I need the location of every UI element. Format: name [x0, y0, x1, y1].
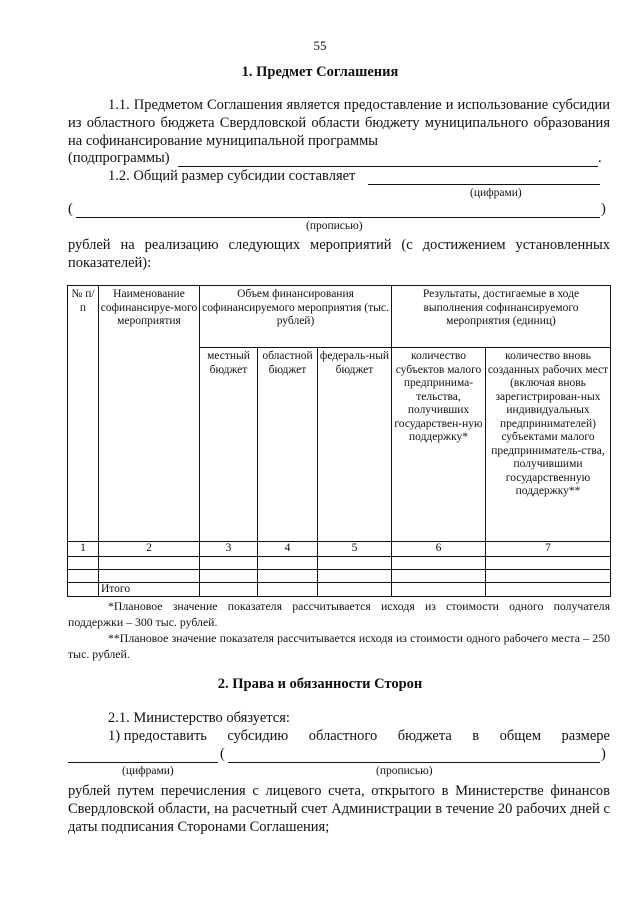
- col-num-2: 2: [99, 542, 200, 557]
- word: субсидию: [227, 728, 289, 744]
- header-volume: Объем финансирования софинансируемого мероприятия (тыс. рублей): [200, 286, 392, 348]
- column-number-row: [68, 542, 611, 557]
- footnote-2: **Плановое значение показателя рассчитывается исходя из стоимости одного рабочего места – 250 тыс. рублей.: [68, 631, 610, 661]
- col-num-3: 3: [200, 542, 258, 557]
- words-caption-2: (прописью): [376, 765, 433, 777]
- paragraph-1-1-end: (подпрограммы): [68, 150, 170, 166]
- header-federal-budget: федераль-ный бюджет: [318, 348, 392, 542]
- col-num-4: 4: [258, 542, 318, 557]
- header-name: Наименование софинансируе-мого мероприятия: [99, 286, 200, 542]
- col-num-1: 1: [68, 542, 99, 557]
- page-number: 55: [313, 38, 327, 53]
- measures-table: [67, 285, 611, 597]
- header-jobs-count: количество вновь созданных рабочих мест (включая вновь зарегистрирован-ных индивидуальных предпринимателей) субъектами малого предприниматель-ства, получившими государственную поддержку**: [486, 348, 611, 542]
- amount-blank-line: [368, 184, 600, 185]
- word: областного: [308, 728, 378, 744]
- paragraph-1-2: 1.2. Общий размер субсидии составляет: [108, 168, 356, 184]
- table-row: [68, 569, 611, 582]
- digits-caption: (цифрами): [470, 187, 522, 199]
- digits-caption-2: (цифрами): [122, 765, 174, 777]
- amount-words-line-2: [228, 762, 600, 763]
- amount-words-line: [76, 217, 600, 218]
- col-num-5: 5: [318, 542, 392, 557]
- paren-close-2: ): [601, 746, 606, 762]
- footnote-1: *Плановое значение показателя рассчитывается исходя из стоимости одного получателя поддержки – 300 тыс. рублей.: [68, 599, 610, 629]
- amount-digits-line: [68, 762, 218, 763]
- total-row: [68, 582, 611, 597]
- paren-close: ): [601, 201, 606, 217]
- word: общем: [499, 728, 541, 744]
- word: бюджета: [397, 728, 452, 744]
- header-local-budget: местный бюджет: [200, 348, 258, 542]
- paren-open: (: [68, 201, 73, 217]
- header-subjects-count: количество субъектов малого предпринима-тельства, получивших государствен-ную поддержку*: [392, 348, 486, 542]
- header-num: № п/п: [68, 286, 99, 542]
- col-num-6: 6: [392, 542, 486, 557]
- rubles-text: рублей на реализацию следующих мероприятий (с достижением установленных показателей):: [68, 237, 610, 271]
- header-regional-budget: областной бюджет: [258, 348, 318, 542]
- word: 1) предоставить: [108, 728, 207, 744]
- header-results: Результаты, достигаемые в ходе выполнения софинансируемого мероприятия (единиц): [392, 286, 611, 348]
- col-num-7: 7: [486, 542, 611, 557]
- paragraph-2-1-1: [108, 728, 610, 745]
- section-1-title: 1. Предмет Соглашения: [241, 64, 399, 80]
- paragraph-2-1: 2.1. Министерство обязуется:: [108, 710, 290, 726]
- paren-open-2: (: [220, 746, 225, 762]
- word: размере: [561, 728, 610, 744]
- period: .: [598, 150, 602, 166]
- program-blank-line: [178, 166, 598, 167]
- table-row: [68, 556, 611, 569]
- paragraph-1-1: 1.1. Предметом Соглашения является предоставление и использование субсидии из областного бюджета Свердловской области бюджету муниципального образования на софинансирование муниципальной программы: [68, 97, 610, 149]
- total-label: Итого: [99, 582, 200, 597]
- words-caption: (прописью): [306, 220, 363, 232]
- word: в: [472, 728, 480, 744]
- section-2-title: 2. Права и обязанности Сторон: [217, 676, 423, 692]
- paragraph-2-1-1-continued: рублей путем перечисления с лицевого счета, открытого в Министерстве финансов Свердловской области, на расчетный счет Администрации в течение 20 рабочих дней с даты подписания Сторонами Соглашения;: [68, 783, 610, 835]
